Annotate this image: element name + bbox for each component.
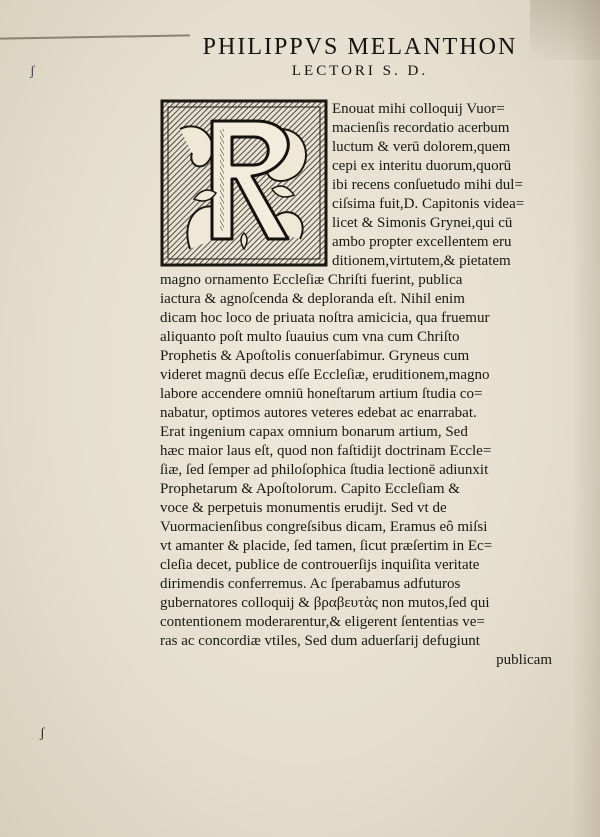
text-line: ciſsima fuit,D. Capitonis videa=: [332, 196, 525, 212]
text-line: ſiæ, ſed ſemper ad philoſophica ſtudia lectionē adiunxit: [160, 462, 489, 478]
text-line: voce & perpetuis monumentis erudijt. Sed vt de: [160, 500, 447, 516]
text-line: iactura & agnoſcenda & deploranda eſt. Nihil enim: [160, 291, 465, 307]
text-line: vt amanter & placide, ſed tamen, ſicut præſertim in Ec=: [160, 538, 493, 554]
text-line: ibi recens conſuetudo mihi dul=: [332, 177, 523, 193]
page-corner-stain: [530, 0, 600, 60]
text-line: Prophetis & Apoſtolis conuerſabimur. Gryneus cum: [160, 348, 470, 364]
text-line: ditionem,virtutem,& pietatem: [332, 253, 511, 269]
text-line: Prophetarum & Apoſtolorum. Capito Eccleſiam &: [160, 481, 460, 497]
text-line: Erat ingenium capax omnium bonarum artium, Sed: [160, 424, 468, 440]
heading-subtitle: LECTORI S. D.: [291, 63, 429, 79]
text-line: videret magnū decus eſſe Eccleſiæ, eruditionem,magno: [160, 367, 490, 383]
margin-mark: ʃ: [30, 64, 35, 79]
text-line: licet & Simonis Grynei,qui cū: [332, 215, 513, 231]
page-edge-line: [0, 34, 190, 39]
text-line: cepi ex interitu duorum,quorū: [332, 158, 512, 174]
page-heading: [180, 34, 540, 80]
text-line: ras ac concordiæ vtiles, Sed dum aduerſarij defugiunt: [160, 633, 480, 649]
text-line: labore accendere omniū honeſtarum artium ſtudia co=: [160, 386, 483, 402]
heading-title: PHILIPPVS MELANTHON: [202, 34, 518, 60]
text-line: nabatur, optimos autores veteres edebat ac enarrabat.: [160, 405, 477, 421]
text-line: Enouat mihi colloquij Vuor=: [332, 101, 505, 117]
text-line: macienſis recordatio acerbum: [332, 120, 510, 136]
text-line: magno ornamento Eccleſiæ Chriſti fuerint, publica: [160, 272, 463, 288]
text-line: ambo propter excellentem eru: [332, 234, 512, 250]
margin-mark: ʃ: [40, 726, 45, 741]
text-line: luctum & verū dolorem,quem: [332, 139, 511, 155]
body-text: [160, 100, 560, 670]
text-line: dirimendis conferremus. Ac ſperabamus adfuturos: [160, 576, 461, 592]
text-line: hæc maior laus eſt, quod non faſtidijt doctrinam Eccle=: [160, 443, 492, 459]
text-line: dicam hoc loco de priuata noſtra amicicia, qua fruemur: [160, 310, 490, 326]
text-line: aliquanto poſt multo ſuauius cum vna cum Chriſto: [160, 329, 460, 345]
page-edge-shadow: [572, 0, 600, 837]
text-line: cleſia decet, publice de controuerſijs inquiſita veritate: [160, 557, 480, 573]
catchword: publicam: [496, 652, 552, 668]
text-line: contentionem moderarentur,& eligerent ſententias ve=: [160, 614, 485, 630]
text-line: Vuormacienſibus congreſsibus dicam, Eramus eô miſsi: [160, 519, 488, 535]
text-line: gubernatores colloquij & βραβευτὰς non mutos,ſed qui: [160, 595, 490, 611]
